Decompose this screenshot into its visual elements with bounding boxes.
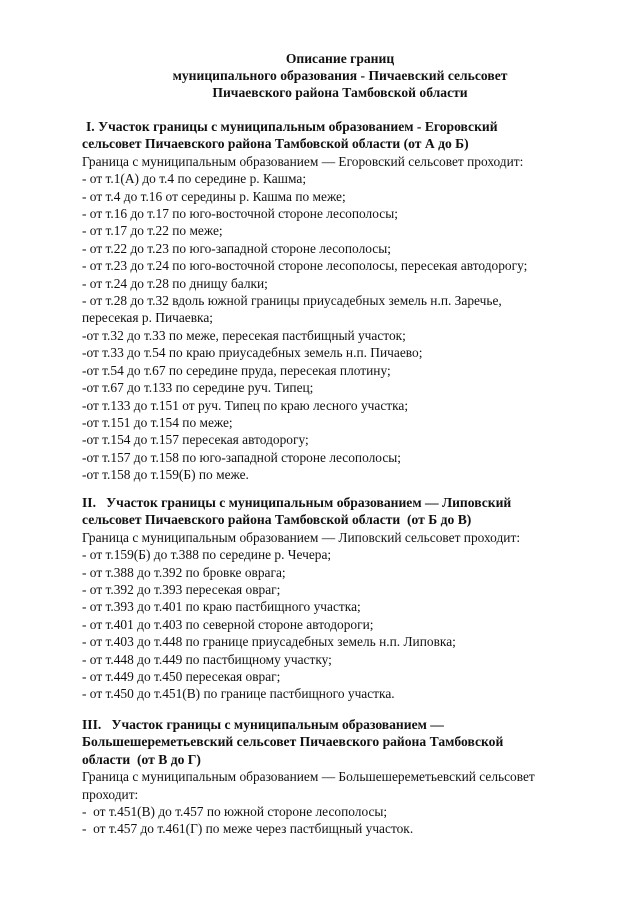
list-item: -от т.154 до т.157 пересекая автодорогу; xyxy=(82,432,309,448)
list-item: - от т.449 до т.450 пересекая овраг; xyxy=(82,669,281,685)
section-2-intro: Граница с муниципальным образованием — Липовский сельсовет проходит: xyxy=(82,529,521,545)
section-1-heading-line-2: сельсовет Пичаевского района Тамбовской области (от А до Б) xyxy=(82,136,469,152)
list-item: -от т.33 до т.54 по краю приусадебных земель н.п. Пичаево; xyxy=(82,345,423,361)
list-item: - от т.4 до т.16 от середины р. Кашма по меже; xyxy=(82,188,346,204)
list-item: -от т.133 до т.151 от руч. Типец по краю лесного участка; xyxy=(82,397,409,413)
list-item: - от т.17 до т.22 по меже; xyxy=(82,223,223,239)
section-3-heading-line-2: Большешереметьевский сельсовет Пичаевского района Тамбовской xyxy=(82,734,504,750)
list-item: - от т.393 до т.401 по краю пастбищного участка; xyxy=(82,599,361,615)
list-item: -от т.151 до т.154 по меже; xyxy=(82,414,233,430)
list-item: -от т.158 до т.159(Б) по меже. xyxy=(82,467,249,483)
section-3 xyxy=(82,716,622,838)
list-item: -от т.157 до т.158 по юго-западной стороне лесополосы; xyxy=(82,449,401,465)
section-3-heading-line-1: III. Участок границы с муниципальным образованием — xyxy=(82,717,444,732)
list-item: -от т.32 до т.33 по меже, пересекая пастбищный участок; xyxy=(82,327,406,343)
document-title xyxy=(0,50,640,101)
section-2 xyxy=(82,494,622,703)
section-1-intro: Граница с муниципальным образованием — Егоровский сельсовет проходит: xyxy=(82,153,524,169)
title-line-2: муниципального образования - Пичаевский сельсовет xyxy=(172,68,508,83)
list-item: - от т.457 до т.461(Г) по меже через пастбищный участок. xyxy=(82,821,414,837)
list-item: - от т.159(Б) до т.388 по середине р. Чечера; xyxy=(82,547,332,563)
list-item: - от т.451(В) до т.457 по южной стороне лесополосы; xyxy=(82,804,388,820)
title-line-3: Пичаевского района Тамбовской области xyxy=(212,85,468,100)
list-item: -от т.67 до т.133 по середине руч. Типец; xyxy=(82,380,314,396)
list-item: - от т.450 до т.451(В) по границе пастбищного участка. xyxy=(82,686,395,702)
list-item: - от т.16 до т.17 по юго-восточной стороне лесополосы; xyxy=(82,206,398,222)
list-item: - от т.401 до т.403 по северной стороне автодороги; xyxy=(82,616,374,632)
list-item: - от т.403 до т.448 по границе приусадебных земель н.п. Липовка; xyxy=(82,634,456,650)
list-item: - от т.23 до т.24 по юго-восточной стороне лесополосы, пересекая автодорогу; xyxy=(82,258,528,274)
section-3-intro-line-1: Граница с муниципальным образованием — Большешереметьевский сельсовет xyxy=(82,769,535,785)
section-2-heading-line-1: II. Участок границы с муниципальным образованием — Липовский xyxy=(82,495,512,510)
section-3-heading-line-3: области (от В до Г) xyxy=(82,751,201,767)
list-item: -от т.54 до т.67 по середине пруда, пересекая плотину; xyxy=(82,362,391,378)
list-item: - от т.388 до т.392 по бровке оврага; xyxy=(82,564,286,580)
section-1-heading-line-1: I. Участок границы с муниципальным образованием - Егоровский xyxy=(86,119,498,134)
section-2-heading-line-2: сельсовет Пичаевского района Тамбовской области (от Б до В) xyxy=(82,512,472,528)
title-line-1: Описание границ xyxy=(285,51,395,66)
list-item: - от т.1(А) до т.4 по середине р. Кашма; xyxy=(82,171,307,187)
list-item: - от т.24 до т.28 по днищу балки; xyxy=(82,275,268,291)
list-item: - от т.28 до т.32 вдоль южной границы приусадебных земель н.п. Заречье, xyxy=(82,293,502,309)
list-item: - от т.448 до т.449 по пастбищному участку; xyxy=(82,651,332,667)
list-item: пересекая р. Пичаевка; xyxy=(82,310,214,326)
list-item: - от т.22 до т.23 по юго-западной стороне лесополосы; xyxy=(82,240,391,256)
list-item: - от т.392 до т.393 пересекая овраг; xyxy=(82,582,281,598)
section-1 xyxy=(82,118,622,484)
section-3-intro-line-2: проходит: xyxy=(82,786,139,802)
